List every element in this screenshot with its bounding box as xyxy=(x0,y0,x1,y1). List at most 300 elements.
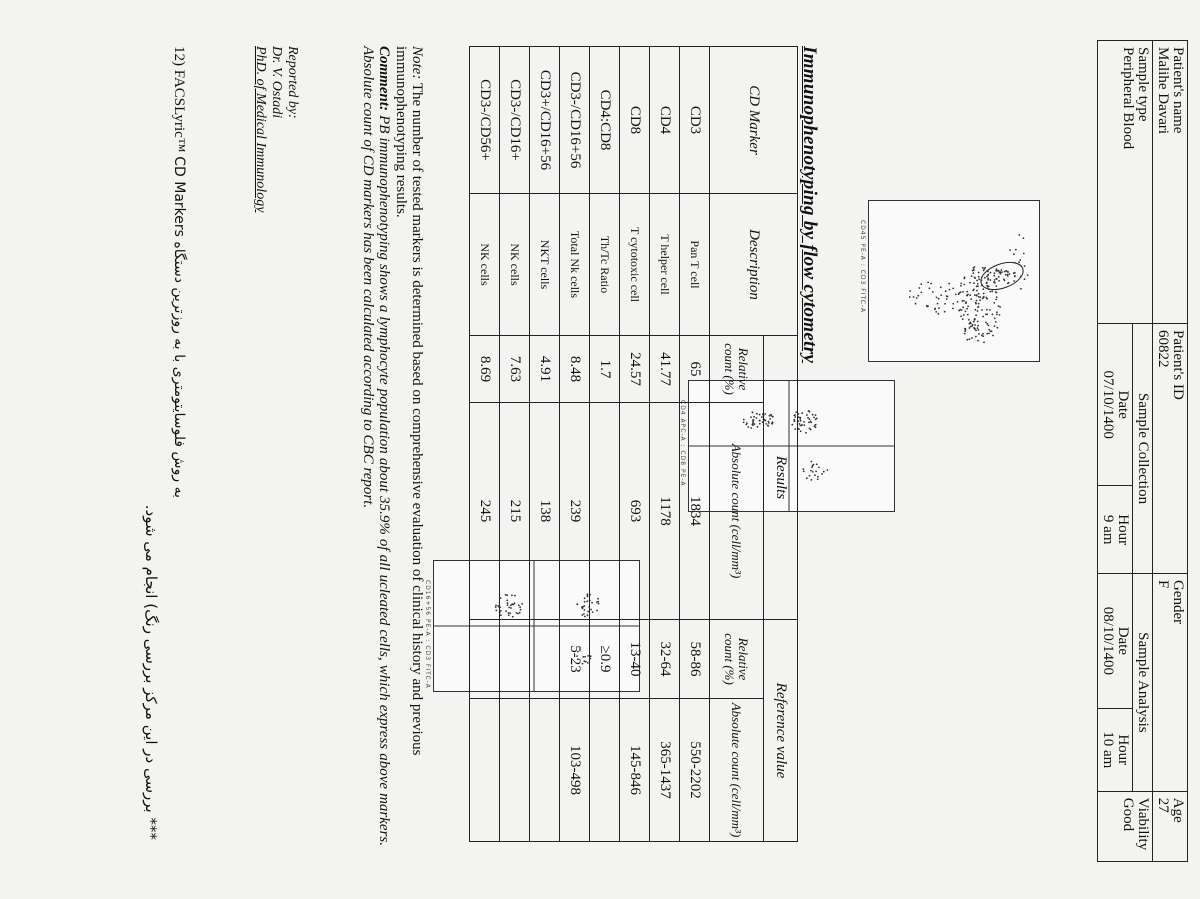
event-dot xyxy=(969,282,971,284)
section-title: Immunophenotyping by flow cytometry xyxy=(799,46,820,364)
event-dot xyxy=(1013,280,1015,282)
relative-count-cell: 8.48 xyxy=(560,336,590,403)
ref-absolute-cell xyxy=(470,699,500,842)
event-dot xyxy=(915,303,917,305)
event-dot xyxy=(827,469,829,471)
event-dot xyxy=(927,306,929,308)
patient-name-label: Patient's name xyxy=(1170,47,1186,134)
sample-analysis-header: Sample Analysis xyxy=(1133,573,1153,791)
event-dot xyxy=(975,329,977,331)
event-dot xyxy=(981,280,983,282)
event-dot xyxy=(1000,273,1002,275)
description-cell: T cytotoxic cell xyxy=(620,194,650,336)
table-row xyxy=(470,47,500,842)
event-dot xyxy=(970,298,972,300)
event-dot xyxy=(965,301,967,303)
event-dot xyxy=(810,479,812,481)
table-row xyxy=(680,47,710,842)
event-dot xyxy=(969,294,971,296)
event-dot xyxy=(971,275,973,277)
collection-date-cell xyxy=(1098,324,1133,486)
patient-name-cell xyxy=(1153,41,1188,324)
facs-text: CD Markers به روش فلوسایتومتری با به روزترین دستگاه xyxy=(171,156,187,498)
absolute-count-cell: 138 xyxy=(530,403,560,620)
event-dot xyxy=(977,321,979,323)
header-absolute-count: Absolute count (cell/mm³) xyxy=(710,403,764,620)
description-cell: Pan T cell xyxy=(680,194,710,336)
collection-hour-label: Hour xyxy=(1115,514,1131,546)
event-dot xyxy=(809,475,811,477)
event-dot xyxy=(984,277,986,279)
analysis-date-cell xyxy=(1098,573,1133,708)
comment-paragraph xyxy=(360,46,392,846)
event-dot xyxy=(1007,275,1009,277)
event-dot xyxy=(998,270,1000,272)
event-dot xyxy=(976,300,978,302)
event-dot xyxy=(958,293,960,295)
cd-marker-cell: CD3 xyxy=(680,47,710,194)
patient-id-cell xyxy=(1153,324,1188,574)
relative-count-cell: 4.91 xyxy=(530,336,560,403)
event-dot xyxy=(1005,274,1007,276)
event-dot xyxy=(974,294,976,296)
event-dot xyxy=(812,465,814,467)
ref-relative-cell: 13-40 xyxy=(620,620,650,699)
event-dot xyxy=(813,417,815,419)
event-dot xyxy=(993,281,995,283)
event-dot xyxy=(806,414,808,416)
event-dot xyxy=(986,298,988,300)
patient-name-value: Malihe Davari xyxy=(1155,47,1171,135)
event-dot xyxy=(1015,249,1017,251)
flow-plot-1 xyxy=(868,200,1040,362)
table-row xyxy=(530,47,560,842)
event-dot xyxy=(934,308,936,310)
age-label: Age xyxy=(1170,797,1186,823)
reported-by-label: Reported by: xyxy=(285,46,300,119)
event-dot xyxy=(978,276,980,278)
event-dot xyxy=(815,424,817,426)
event-dot xyxy=(1004,271,1006,273)
event-dot xyxy=(818,467,820,469)
event-dot xyxy=(1000,269,1002,271)
event-dot xyxy=(986,282,988,284)
comment-label: Comment: xyxy=(376,46,392,112)
event-dot xyxy=(964,328,966,330)
event-dot xyxy=(802,468,804,470)
cd-marker-cell: CD3-/CD56+ xyxy=(470,47,500,194)
analysis-date-label: Date xyxy=(1115,626,1131,656)
ref-absolute-cell: 365-1437 xyxy=(650,699,680,842)
event-dot xyxy=(995,291,997,293)
event-dot xyxy=(811,461,813,463)
event-dot xyxy=(803,471,805,473)
event-dot xyxy=(973,289,975,291)
absolute-count-cell: 239 xyxy=(560,403,590,620)
ref-relative-cell: ≥0.9 xyxy=(590,620,620,699)
header-results: Results xyxy=(764,336,798,620)
event-dot xyxy=(1019,259,1021,261)
event-dot xyxy=(815,419,817,421)
event-dot xyxy=(976,290,978,292)
event-dot xyxy=(920,292,922,294)
event-dot xyxy=(966,308,968,310)
event-dot xyxy=(960,285,962,287)
event-dot xyxy=(1013,253,1015,255)
ref-relative-cell xyxy=(470,620,500,699)
event-dot xyxy=(959,309,961,311)
event-dot xyxy=(998,280,1000,282)
gender-label: Gender xyxy=(1170,579,1186,625)
cd-marker-cell: CD8 xyxy=(620,47,650,194)
event-dot xyxy=(995,299,997,301)
event-dot xyxy=(998,305,1000,307)
event-dot xyxy=(975,336,977,338)
event-dot xyxy=(986,276,988,278)
event-dot xyxy=(966,291,968,293)
header-reference: Reference value xyxy=(764,620,798,842)
relative-count-cell: 1.7 xyxy=(590,336,620,403)
event-dot xyxy=(1014,272,1016,274)
event-dot xyxy=(972,272,974,274)
event-dot xyxy=(817,478,819,480)
event-dot xyxy=(936,297,938,299)
event-dot xyxy=(801,412,803,414)
event-dot xyxy=(1007,271,1009,273)
event-dot xyxy=(962,300,964,302)
event-dot xyxy=(989,309,991,311)
event-dot xyxy=(982,288,984,290)
header-description: Description xyxy=(710,194,798,336)
event-dot xyxy=(986,313,988,315)
event-dot xyxy=(957,301,959,303)
event-dot xyxy=(1018,261,1020,263)
header-cd-marker: CD Marker xyxy=(710,47,798,194)
event-dot xyxy=(998,276,1000,278)
event-dot xyxy=(916,297,918,299)
event-dot xyxy=(978,333,980,335)
analysis-hour-label: Hour xyxy=(1115,734,1131,766)
event-dot xyxy=(999,314,1001,316)
ref-absolute-cell: 103-498 xyxy=(560,699,590,842)
immunophenotyping-table xyxy=(469,46,798,842)
event-dot xyxy=(967,305,969,307)
event-dot xyxy=(983,341,985,343)
event-dot xyxy=(984,267,986,269)
event-dot xyxy=(1023,237,1025,239)
event-dot xyxy=(982,316,984,318)
relative-count-cell: 65 xyxy=(680,336,710,403)
event-dot xyxy=(944,303,946,305)
event-dot xyxy=(1024,265,1026,267)
event-dot xyxy=(952,308,954,310)
event-dot xyxy=(803,424,805,426)
event-dot xyxy=(948,283,950,285)
event-dot xyxy=(974,309,976,311)
event-dot xyxy=(995,285,997,287)
event-dot xyxy=(909,296,911,298)
header-ref-absolute: Absolute count (cell/mm³) xyxy=(710,699,764,842)
event-dot xyxy=(963,278,965,280)
event-dot xyxy=(996,314,998,316)
event-dot xyxy=(946,298,948,300)
ref-absolute-cell xyxy=(530,699,560,842)
relative-count-cell: 24.57 xyxy=(620,336,650,403)
event-dot xyxy=(990,272,992,274)
event-dot xyxy=(963,314,965,316)
ref-relative-cell: 32-64 xyxy=(650,620,680,699)
event-dot xyxy=(996,311,998,313)
gender-value: F xyxy=(1155,579,1171,589)
event-dot xyxy=(1020,288,1022,290)
description-cell: T helper cell xyxy=(650,194,680,336)
event-dot xyxy=(994,279,996,281)
event-dot xyxy=(960,291,962,293)
event-dot xyxy=(995,278,997,280)
event-dot xyxy=(983,296,985,298)
absolute-count-cell: 1834 xyxy=(680,403,710,620)
event-dot xyxy=(978,272,980,274)
event-dot xyxy=(937,313,939,315)
event-dot xyxy=(978,329,980,331)
viability-cell xyxy=(1098,791,1153,861)
event-dot xyxy=(930,283,932,285)
note-text: The number of tested markers is determined based on comprehensive evaluation of clinical history and previous immunophenotyping results. xyxy=(393,46,425,756)
cd-marker-cell: CD4 xyxy=(650,47,680,194)
table-body xyxy=(470,47,710,842)
event-dot xyxy=(987,279,989,281)
event-dot xyxy=(809,418,811,420)
event-dot xyxy=(969,338,971,340)
event-dot xyxy=(799,425,801,427)
persian-footer-line: *** بررسی در این مرکز بررسی رنگ) انجام می شود. xyxy=(142,504,160,840)
event-dot xyxy=(937,303,939,305)
event-dot xyxy=(976,294,978,296)
event-dot xyxy=(968,327,970,329)
event-dot xyxy=(979,296,981,298)
event-dot xyxy=(991,290,993,292)
event-dot xyxy=(974,318,976,320)
ref-absolute-cell: 145-846 xyxy=(620,699,650,842)
table-row xyxy=(650,47,680,842)
event-dot xyxy=(945,290,947,292)
event-dot xyxy=(800,420,802,422)
event-dot xyxy=(947,296,949,298)
cd-marker-cell: CD3-/CD16+56 xyxy=(560,47,590,194)
event-dot xyxy=(975,314,977,316)
event-dot xyxy=(809,411,811,413)
event-dot xyxy=(1009,249,1011,251)
event-dot xyxy=(812,414,814,416)
event-dot xyxy=(962,318,964,320)
absolute-count-cell xyxy=(590,403,620,620)
event-dot xyxy=(988,289,990,291)
event-dot xyxy=(986,323,988,325)
event-dot xyxy=(987,274,989,276)
event-dot xyxy=(955,294,957,296)
event-dot xyxy=(810,429,812,431)
table-row xyxy=(500,47,530,842)
event-dot xyxy=(976,280,978,282)
event-dot xyxy=(977,327,979,329)
event-dot xyxy=(962,291,964,293)
facs-label: 12) FACSLyric™ xyxy=(171,46,187,153)
note-label: Note: xyxy=(409,46,425,80)
event-dot xyxy=(999,306,1001,308)
event-dot xyxy=(964,333,966,335)
event-dot xyxy=(1027,274,1029,276)
flow-plot-2-label: CD4 APC-A : CD8 PE-A xyxy=(679,400,686,487)
event-dot xyxy=(985,322,987,324)
event-dot xyxy=(815,414,817,416)
description-cell: Th/Tc Ratio xyxy=(590,194,620,336)
event-dot xyxy=(973,282,975,284)
facs-line xyxy=(170,46,187,846)
collection-hour-value: 9 am xyxy=(1100,514,1116,545)
flow-plot-1-svg xyxy=(869,201,1039,361)
flow-plot-3-label: CD16+56 PE-A : CD3 FITC-A xyxy=(424,580,431,689)
event-dot xyxy=(994,325,996,327)
header-ref-relative: Relative count (%) xyxy=(710,620,764,699)
absolute-count-cell: 693 xyxy=(620,403,650,620)
event-dot xyxy=(996,296,998,298)
event-dot xyxy=(965,311,967,313)
event-dot xyxy=(810,422,812,424)
event-dot xyxy=(808,422,810,424)
event-dot xyxy=(989,291,991,293)
event-dot xyxy=(988,333,990,335)
event-dot xyxy=(807,417,809,419)
event-dot xyxy=(977,340,979,342)
event-dot xyxy=(978,278,980,280)
event-dot xyxy=(799,423,801,425)
event-dot xyxy=(981,285,983,287)
absolute-count-cell: 215 xyxy=(500,403,530,620)
relative-count-cell: 41.77 xyxy=(650,336,680,403)
event-dot xyxy=(1020,276,1022,278)
event-dot xyxy=(973,321,975,323)
note-paragraph xyxy=(393,46,425,846)
event-dot xyxy=(935,311,937,313)
event-dot xyxy=(987,325,989,327)
event-dot xyxy=(1009,273,1011,275)
event-dot xyxy=(960,283,962,285)
collection-date-label: Date xyxy=(1115,390,1131,419)
event-dot xyxy=(988,285,990,287)
event-dot xyxy=(961,309,963,311)
event-dot xyxy=(982,335,984,337)
event-dot xyxy=(977,325,979,327)
header-relative-count: Relative count (%) xyxy=(710,336,764,403)
patient-header-table xyxy=(1097,40,1188,862)
event-dot xyxy=(982,298,984,300)
event-dot xyxy=(929,287,931,289)
event-dot xyxy=(1018,234,1020,236)
event-dot xyxy=(940,286,942,288)
event-dot xyxy=(990,331,992,333)
event-dot xyxy=(974,328,976,330)
event-dot xyxy=(817,476,819,478)
viability-label: Viability xyxy=(1135,797,1151,851)
sample-collection-header: Sample Collection xyxy=(1133,324,1153,574)
event-dot xyxy=(979,299,981,301)
event-dot xyxy=(974,277,976,279)
event-dot xyxy=(799,418,801,420)
event-dot xyxy=(968,319,970,321)
collection-hour-cell xyxy=(1098,486,1133,574)
reported-by-name: Dr. V. Ostadi xyxy=(269,46,284,119)
ref-absolute-cell: 550-2202 xyxy=(680,699,710,842)
event-dot xyxy=(994,272,996,274)
event-dot xyxy=(976,286,978,288)
event-dot xyxy=(994,318,996,320)
event-dot xyxy=(938,298,940,300)
patient-id-label: Patient's ID xyxy=(1170,330,1186,400)
analysis-hour-value: 10 am xyxy=(1100,731,1116,769)
event-dot xyxy=(977,283,979,285)
event-dot xyxy=(944,311,946,313)
sample-type-value: Peripheral Blood xyxy=(1120,47,1136,150)
flow-plot-1-label: CD45 PE-A : CD3 FITC-A xyxy=(859,220,866,314)
cd-marker-cell: CD4:CD8 xyxy=(590,47,620,194)
event-dot xyxy=(952,288,954,290)
event-dot xyxy=(986,333,988,335)
event-dot xyxy=(974,324,976,326)
event-dot xyxy=(1004,280,1006,282)
event-dot xyxy=(981,309,983,311)
viability-value: Good xyxy=(1120,797,1136,832)
event-dot xyxy=(814,474,816,476)
event-dot xyxy=(971,337,973,339)
event-dot xyxy=(990,279,992,281)
event-dot xyxy=(1024,278,1026,280)
event-dot xyxy=(800,430,802,432)
event-dot xyxy=(1014,262,1016,264)
description-cell: Total Nk cells xyxy=(560,194,590,336)
description-cell: NK cells xyxy=(500,194,530,336)
event-dot xyxy=(992,313,994,315)
event-dot xyxy=(913,296,915,298)
event-dot xyxy=(1023,253,1025,255)
event-dot xyxy=(977,310,979,312)
event-dot xyxy=(963,284,965,286)
event-dot xyxy=(987,271,989,273)
event-dot xyxy=(927,282,929,284)
gender-cell xyxy=(1153,573,1188,791)
table-row xyxy=(560,47,590,842)
event-dot xyxy=(816,463,818,465)
event-dot xyxy=(995,321,997,323)
event-dot xyxy=(803,421,805,423)
event-dot xyxy=(938,307,940,309)
event-dot xyxy=(988,329,990,331)
absolute-count-cell: 1178 xyxy=(650,403,680,620)
event-dot xyxy=(815,471,817,473)
event-dot xyxy=(909,290,911,292)
event-dot xyxy=(983,293,985,295)
event-dot xyxy=(920,283,922,285)
event-dot xyxy=(993,275,995,277)
ref-relative-cell xyxy=(530,620,560,699)
event-dot xyxy=(966,295,968,297)
event-dot xyxy=(992,335,994,337)
event-dot xyxy=(801,424,803,426)
event-dot xyxy=(940,294,942,296)
analysis-date-value: 08/10/1400 xyxy=(1100,606,1116,676)
event-dot xyxy=(996,268,998,270)
event-dot xyxy=(821,473,823,475)
sample-type-cell xyxy=(1098,41,1153,324)
